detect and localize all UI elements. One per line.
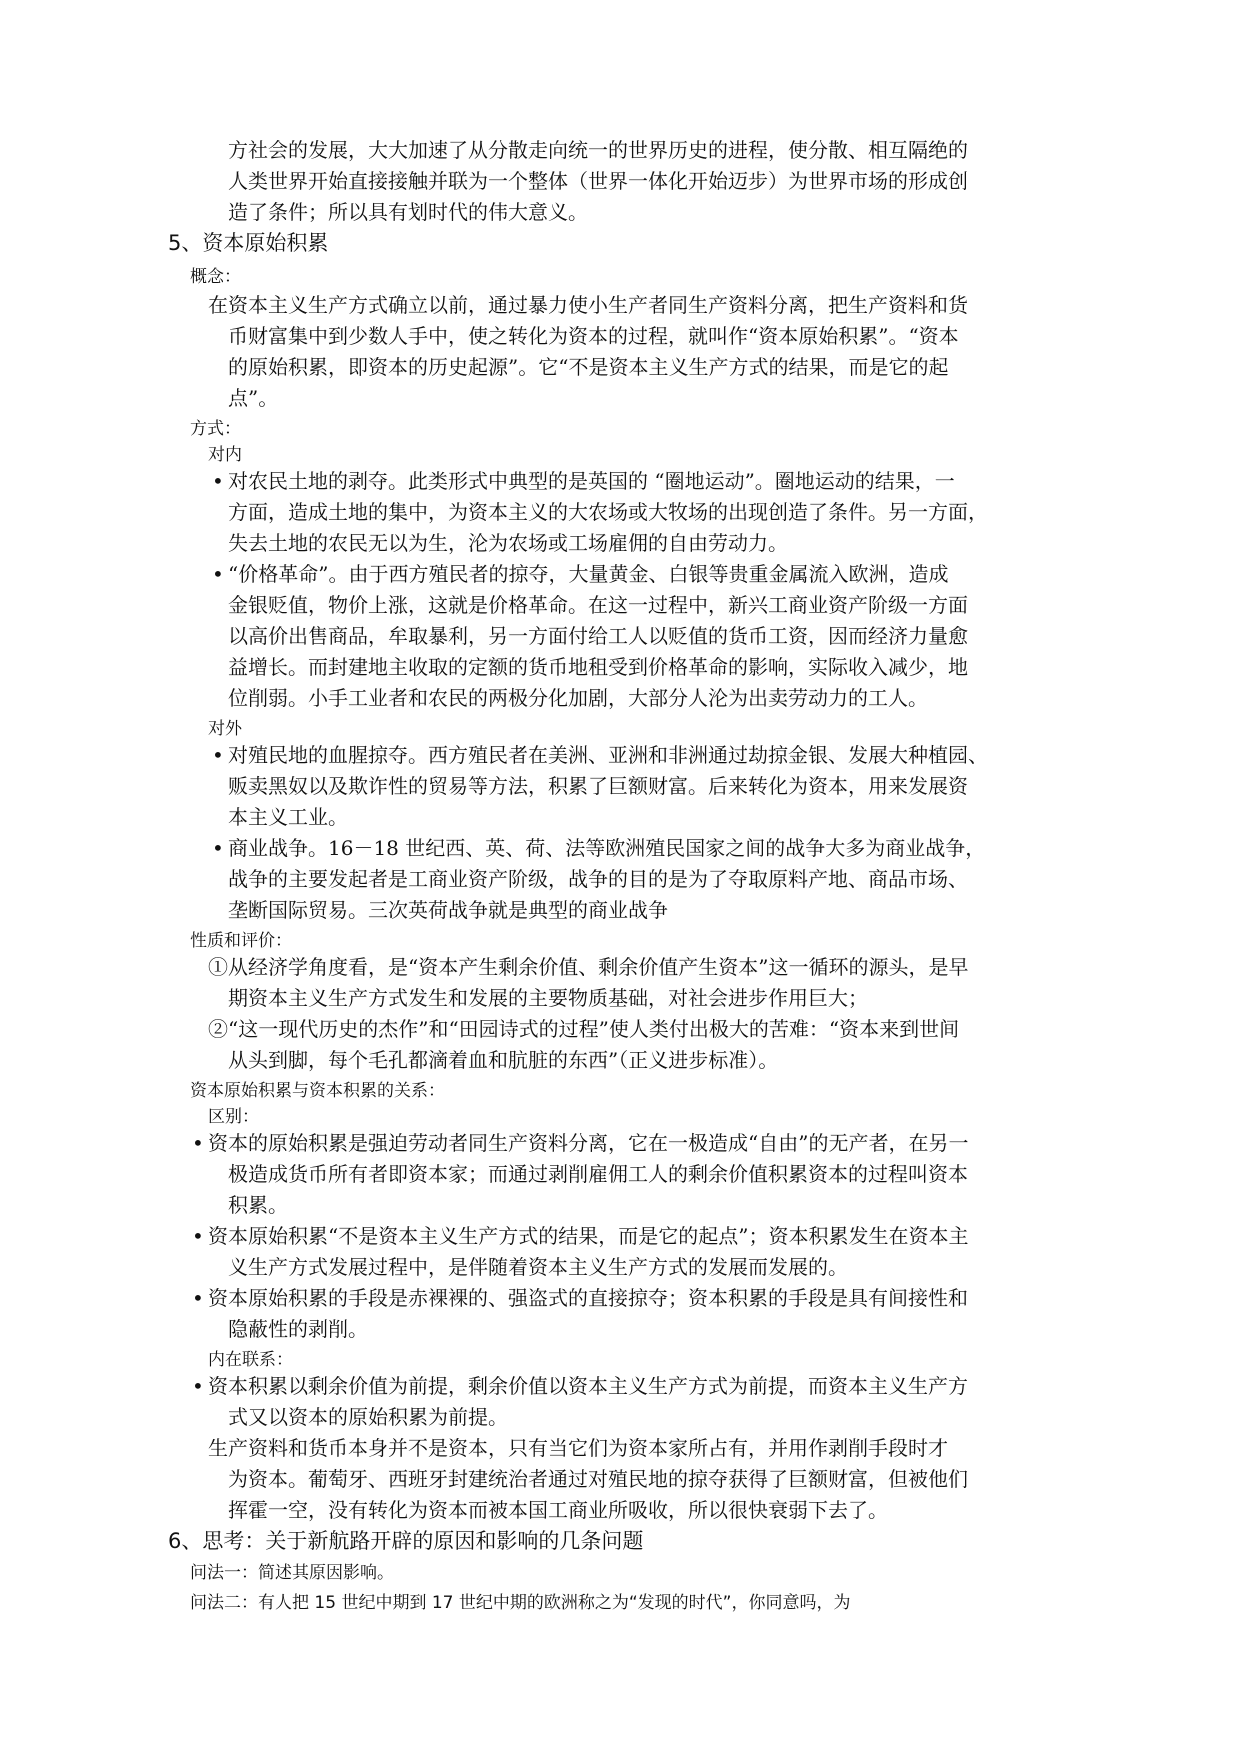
list-item-line: “价格革命”。由于西方殖民者的掠夺，大量黄金、白银等贵重金属流入欧洲，造成	[228, 562, 949, 586]
list-item-line: 垄断国际贸易。三次英荷战争就是典型的商业战争	[228, 898, 668, 922]
list-item-line: 以高价出售商品，牟取暴利，另一方面付给工人以贬值的货币工资，因而经济力量愈	[228, 624, 968, 648]
paragraph-line: 在资本主义生产方式确立以前，通过暴力使小生产者同生产资料分离，把生产资料和货	[208, 293, 968, 317]
list-item-line: 对殖民地的血腥掠夺。西方殖民者在美洲、亚洲和非洲通过劫掠金银、发展大种植园、	[228, 743, 988, 767]
list-item-line: 战争的主要发起者是工商业资产阶级，战争的目的是为了夺取原料产地、商品市场、	[228, 867, 968, 891]
list-item-line: 本主义工业。	[228, 805, 348, 829]
list-item-line: 隐蔽性的剥削。	[228, 1317, 368, 1341]
bullet-icon: •	[192, 1374, 204, 1398]
concept-label: 概念：	[190, 267, 241, 287]
list-item-line: 贩卖黑奴以及欺诈性的贸易等方法，积累了巨额财富。后来转化为资本，用来发展资	[228, 774, 968, 798]
list-item-line: 失去土地的农民无以为生，沦为农场或工场雇佣的自由劳动力。	[228, 531, 788, 555]
paragraph-line: 为资本。葡萄牙、西班牙封建统治者通过对殖民地的掠夺获得了巨额财富，但被他们	[228, 1467, 968, 1491]
paragraph-line: ②“这一现代历史的杰作”和“田园诗式的过程”使人类付出极大的苦难：“资本来到世间	[208, 1017, 960, 1041]
list-item-line: 式又以资本的原始积累为前提。	[228, 1405, 508, 1429]
external-label: 对外	[208, 719, 242, 739]
paragraph-line: 期资本主义生产方式发生和发展的主要物质基础，对社会进步作用巨大；	[228, 986, 868, 1010]
bullet-icon: •	[212, 743, 224, 767]
list-item-line: 积累。	[228, 1193, 288, 1217]
list-item-line: 极造成货币所有者即资本家；而通过剥削雇佣工人的剩余价值积累资本的过程叫资本	[228, 1162, 968, 1186]
bullet-icon: •	[192, 1286, 204, 1310]
bullet-icon: •	[192, 1131, 204, 1155]
section-heading: 6、思考：关于新航路开辟的原因和影响的几条问题	[168, 1529, 644, 1553]
paragraph-line: 人类世界开始直接接触并联为一个整体（世界一体化开始迈步）为世界市场的形成创	[228, 169, 968, 193]
paragraph-line: 造了条件；所以具有划时代的伟大意义。	[228, 200, 588, 224]
nature-label: 性质和评价：	[190, 931, 292, 951]
list-item-line: 对农民土地的剥夺。此类形式中典型的是英国的 “圈地运动”。圈地运动的结果，一	[228, 469, 955, 493]
list-item-line: 商业战争。16－18 世纪西、英、荷、法等欧洲殖民国家之间的战争大多为商业战争，	[228, 836, 986, 860]
list-item-line: 金银贬值，物价上涨，这就是价格革命。在这一过程中，新兴工商业资产阶级一方面	[228, 593, 968, 617]
internal-label: 对内	[208, 445, 242, 465]
relation-label: 资本原始积累与资本积累的关系：	[190, 1081, 445, 1101]
bullet-icon: •	[212, 836, 224, 860]
paragraph-line: 点”。	[228, 386, 279, 410]
bullet-icon: •	[212, 469, 224, 493]
bullet-icon: •	[212, 562, 224, 586]
paragraph-line: ①从经济学角度看，是“资本产生剩余价值、剩余价值产生资本”这一循环的源头，是早	[208, 955, 969, 979]
list-item-line: 资本积累以剩余价值为前提，剩余价值以资本主义生产方式为前提，而资本主义生产方	[208, 1374, 968, 1398]
section-heading: 5、资本原始积累	[168, 231, 329, 255]
list-item-line: 方面，造成土地的集中，为资本主义的大农场或大牧场的出现创造了条件。另一方面，	[228, 500, 988, 524]
question-line: 问法一：简述其原因影响。	[190, 1563, 394, 1583]
question-line: 问法二：有人把 15 世纪中期到 17 世纪中期的欧洲称之为“发现的时代”，你同意吗，为	[190, 1593, 851, 1613]
method-label: 方式：	[190, 419, 241, 439]
list-item-line: 益增长。而封建地主收取的定额的货币地租受到价格革命的影响，实际收入减少，地	[228, 655, 968, 679]
paragraph-line: 的原始积累，即资本的历史起源”。它“不是资本主义生产方式的结果，而是它的起	[228, 355, 949, 379]
list-item-line: 资本原始积累的手段是赤裸裸的、强盗式的直接掠夺；资本积累的手段是具有间接性和	[208, 1286, 968, 1310]
paragraph-line: 币财富集中到少数人手中，使之转化为资本的过程，就叫作“资本原始积累”。“资本	[228, 324, 959, 348]
difference-label: 区别：	[208, 1107, 259, 1127]
paragraph-line: 生产资料和货币本身并不是资本，只有当它们为资本家所占有，并用作剥削手段时才	[208, 1436, 948, 1460]
list-item-line: 义生产方式发展过程中，是伴随着资本主义生产方式的发展而发展的。	[228, 1255, 848, 1279]
list-item-line: 位削弱。小手工业者和农民的两极分化加剧，大部分人沦为出卖劳动力的工人。	[228, 686, 928, 710]
bullet-icon: •	[192, 1224, 204, 1248]
list-item-line: 资本的原始积累是强迫劳动者同生产资料分离，它在一极造成“自由”的无产者，在另一	[208, 1131, 969, 1155]
paragraph-line: 从头到脚，每个毛孔都滴着血和肮脏的东西”（正义进步标准）。	[228, 1048, 779, 1072]
paragraph-line: 挥霍一空，没有转化为资本而被本国工商业所吸收，所以很快衰弱下去了。	[228, 1498, 888, 1522]
link-label: 内在联系：	[208, 1350, 293, 1370]
paragraph-line: 方社会的发展，大大加速了从分散走向统一的世界历史的进程，使分散、相互隔绝的	[228, 138, 968, 162]
list-item-line: 资本原始积累“不是资本主义生产方式的结果，而是它的起点”；资本积累发生在资本主	[208, 1224, 969, 1248]
